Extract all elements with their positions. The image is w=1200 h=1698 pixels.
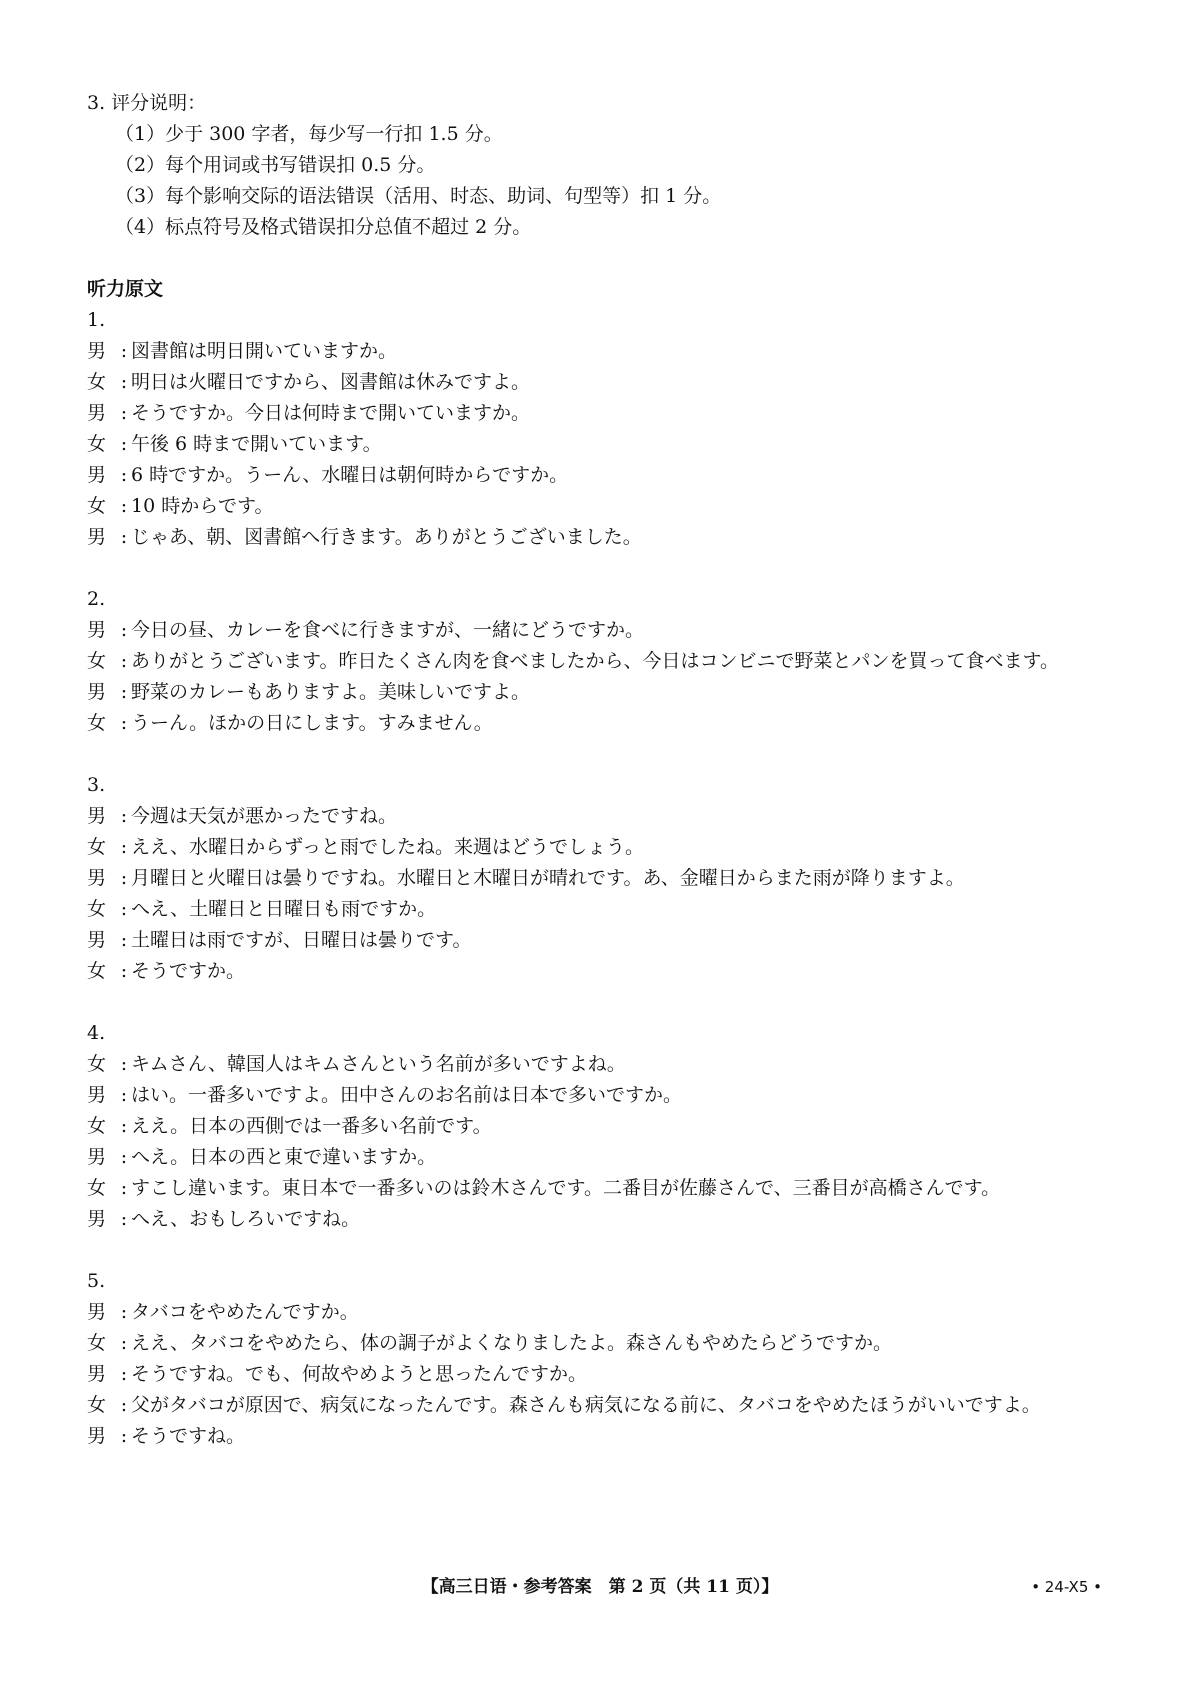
speaker-separator: :	[120, 681, 128, 703]
dialogue-line	[87, 863, 1127, 894]
section-number: 2.	[87, 588, 106, 610]
utterance-text: 今日の昼、カレーを食べに行きますが、一緒にどうですか。	[131, 619, 645, 641]
dialogue-line	[87, 1049, 1127, 1080]
utterance-text: はい。一番多いですよ。田中さんのお名前は日本で多いですか。	[131, 1084, 683, 1106]
section-number: 5.	[87, 1270, 106, 1292]
dialogue-line	[87, 832, 1127, 863]
section-number: 4.	[87, 1022, 106, 1044]
scoring-item: （2）每个用词或书写错误扣 0.5 分。	[115, 154, 436, 176]
utterance-text: ええ。日本の西側では一番多い名前です。	[131, 1115, 492, 1137]
speaker-separator: :	[120, 805, 128, 827]
document-page	[87, 88, 1127, 1452]
dialogue-line	[87, 615, 1127, 646]
speaker-label: 男	[87, 402, 107, 424]
speaker-label: 男	[87, 1363, 107, 1385]
utterance-text: 6 時ですか。うーん、水曜日は朝何時からですか。	[131, 464, 569, 486]
speaker-label: 女	[87, 1394, 107, 1416]
utterance-text: へえ、おもしろいですね。	[131, 1208, 361, 1230]
utterance-text: 土曜日は雨ですが、日曜日は曇りです。	[131, 929, 472, 951]
dialogue-line	[87, 925, 1127, 956]
speaker-label: 男	[87, 464, 107, 486]
listening-transcript	[87, 305, 1127, 1452]
utterance-text: 図書館は明日開いていますか。	[131, 340, 398, 362]
dialogue-line	[87, 646, 1127, 677]
utterance-text: うーん。ほかの日にします。すみません。	[131, 712, 493, 734]
transcript-section	[87, 1018, 1127, 1235]
dialogue-line	[87, 1390, 1127, 1421]
speaker-label: 女	[87, 1332, 107, 1354]
speaker-label: 男	[87, 526, 107, 548]
section-number: 1.	[87, 309, 106, 331]
dialogue-line	[87, 801, 1127, 832]
scoring-title: 3. 评分说明：	[87, 92, 207, 114]
transcript-section	[87, 1266, 1127, 1452]
utterance-text: ありがとうございます。昨日たくさん肉を食べましたから、今日はコンビニで野菜とパンを買って食べます。	[131, 650, 1059, 672]
speaker-separator: :	[120, 464, 128, 486]
dialogue-line	[87, 956, 1127, 987]
speaker-separator: :	[120, 1115, 128, 1137]
dialogue-line	[87, 1080, 1127, 1111]
utterance-text: 今週は天気が悪かったですね。	[131, 805, 398, 827]
speaker-label: 男	[87, 1425, 107, 1447]
dialogue-line	[87, 1297, 1127, 1328]
speaker-separator: :	[120, 1146, 128, 1168]
speaker-separator: :	[120, 1053, 128, 1075]
dialogue-line	[87, 429, 1127, 460]
utterance-text: 野菜のカレーもありますよ。美味しいですよ。	[131, 681, 531, 703]
utterance-text: へえ。日本の西と東で違いますか。	[131, 1146, 437, 1168]
dialogue-line	[87, 1111, 1127, 1142]
speaker-separator: :	[120, 898, 128, 920]
speaker-separator: :	[120, 1394, 128, 1416]
utterance-text: そうですか。	[131, 960, 246, 982]
speaker-label: 男	[87, 1208, 107, 1230]
speaker-separator: :	[120, 1301, 128, 1323]
speaker-label: 女	[87, 650, 107, 672]
speaker-label: 女	[87, 495, 107, 517]
speaker-label: 男	[87, 681, 107, 703]
transcript-section	[87, 770, 1127, 987]
speaker-label: 女	[87, 1053, 107, 1075]
utterance-text: じゃあ、朝、図書館へ行きます。ありがとうございました。	[131, 526, 642, 548]
dialogue-line	[87, 894, 1127, 925]
utterance-text: へえ、土曜日と日曜日も雨ですか。	[131, 898, 437, 920]
speaker-separator: :	[120, 402, 128, 424]
transcript-section	[87, 305, 1127, 553]
dialogue-line	[87, 1142, 1127, 1173]
utterance-text: そうですね。でも、何故やめようと思ったんですか。	[131, 1363, 588, 1385]
speaker-label: 女	[87, 960, 107, 982]
speaker-label: 女	[87, 898, 107, 920]
speaker-separator: :	[120, 836, 128, 858]
footer-code: • 24-X5 •	[1031, 1578, 1102, 1596]
transcript-section	[87, 584, 1127, 739]
dialogue-line	[87, 1359, 1127, 1390]
utterance-text: キムさん、韓国人はキムさんという名前が多いですよね。	[131, 1053, 626, 1075]
utterance-text: ええ、水曜日からずっと雨でしたね。来週はどうでしょう。	[131, 836, 645, 858]
speaker-label: 女	[87, 1115, 107, 1137]
speaker-label: 男	[87, 1301, 107, 1323]
speaker-label: 男	[87, 867, 107, 889]
dialogue-line	[87, 708, 1127, 739]
speaker-separator: :	[120, 495, 128, 517]
utterance-text: 明日は火曜日ですから、図書館は休みですよ。	[131, 371, 531, 393]
scoring-item: （4）标点符号及格式错误扣分总值不超过 2 分。	[115, 216, 532, 238]
dialogue-line	[87, 522, 1127, 553]
speaker-separator: :	[120, 1084, 128, 1106]
speaker-separator: :	[120, 1332, 128, 1354]
section-number: 3.	[87, 774, 106, 796]
speaker-separator: :	[120, 867, 128, 889]
utterance-text: ええ、タバコをやめたら、体の調子がよくなりましたよ。森さんもやめたらどうですか。	[131, 1332, 892, 1354]
speaker-label: 男	[87, 929, 107, 951]
dialogue-line	[87, 1204, 1127, 1235]
speaker-label: 女	[87, 836, 107, 858]
speaker-label: 女	[87, 712, 107, 734]
dialogue-line	[87, 1421, 1127, 1452]
speaker-separator: :	[120, 340, 128, 362]
speaker-separator: :	[120, 1208, 128, 1230]
utterance-text: 午後 6 時まで開いています。	[131, 433, 382, 455]
utterance-text: タバコをやめたんですか。	[131, 1301, 359, 1323]
speaker-label: 男	[87, 1146, 107, 1168]
speaker-separator: :	[120, 712, 128, 734]
speaker-label: 女	[87, 371, 107, 393]
footer-page-info: 【高三日语・参考答案 第 2 页（共 11 页）】	[421, 1577, 779, 1597]
speaker-separator: :	[120, 650, 128, 672]
listening-heading: 听力原文	[87, 278, 164, 300]
speaker-label: 女	[87, 433, 107, 455]
speaker-separator: :	[120, 371, 128, 393]
dialogue-line	[87, 336, 1127, 367]
speaker-label: 男	[87, 619, 107, 641]
utterance-text: 月曜日と火曜日は曇りですね。水曜日と木曜日が晴れです。あ、金曜日からまた雨が降りますよ。	[131, 867, 965, 889]
utterance-text: そうですか。今日は何時まで開いていますか。	[131, 402, 531, 424]
dialogue-line	[87, 1328, 1127, 1359]
speaker-separator: :	[120, 619, 128, 641]
dialogue-line	[87, 491, 1127, 522]
dialogue-line	[87, 1173, 1127, 1204]
speaker-label: 女	[87, 1177, 107, 1199]
speaker-label: 男	[87, 805, 107, 827]
utterance-text: 父がタバコが原因で、病気になったんです。森さんも病気になる前に、タバコをやめたほうがいいですよ。	[131, 1394, 1041, 1416]
speaker-separator: :	[120, 929, 128, 951]
speaker-label: 男	[87, 1084, 107, 1106]
speaker-separator: :	[120, 1177, 128, 1199]
dialogue-line	[87, 677, 1127, 708]
speaker-separator: :	[120, 1425, 128, 1447]
dialogue-line	[87, 367, 1127, 398]
speaker-separator: :	[120, 1363, 128, 1385]
dialogue-line	[87, 460, 1127, 491]
speaker-separator: :	[120, 960, 128, 982]
utterance-text: そうですね。	[131, 1425, 246, 1447]
dialogue-line	[87, 398, 1127, 429]
speaker-separator: :	[120, 433, 128, 455]
speaker-separator: :	[120, 526, 128, 548]
speaker-label: 男	[87, 340, 107, 362]
scoring-item: （3）每个影响交际的语法错误（活用、时态、助词、句型等）扣 1 分。	[115, 185, 722, 207]
utterance-text: 10 時からです。	[131, 495, 274, 517]
utterance-text: すこし違います。東日本で一番多いのは鈴木さんです。二番目が佐藤さんで、三番目が高橋さんです。	[131, 1177, 1001, 1199]
scoring-item: （1）少于 300 字者，每少写一行扣 1.5 分。	[115, 123, 503, 145]
